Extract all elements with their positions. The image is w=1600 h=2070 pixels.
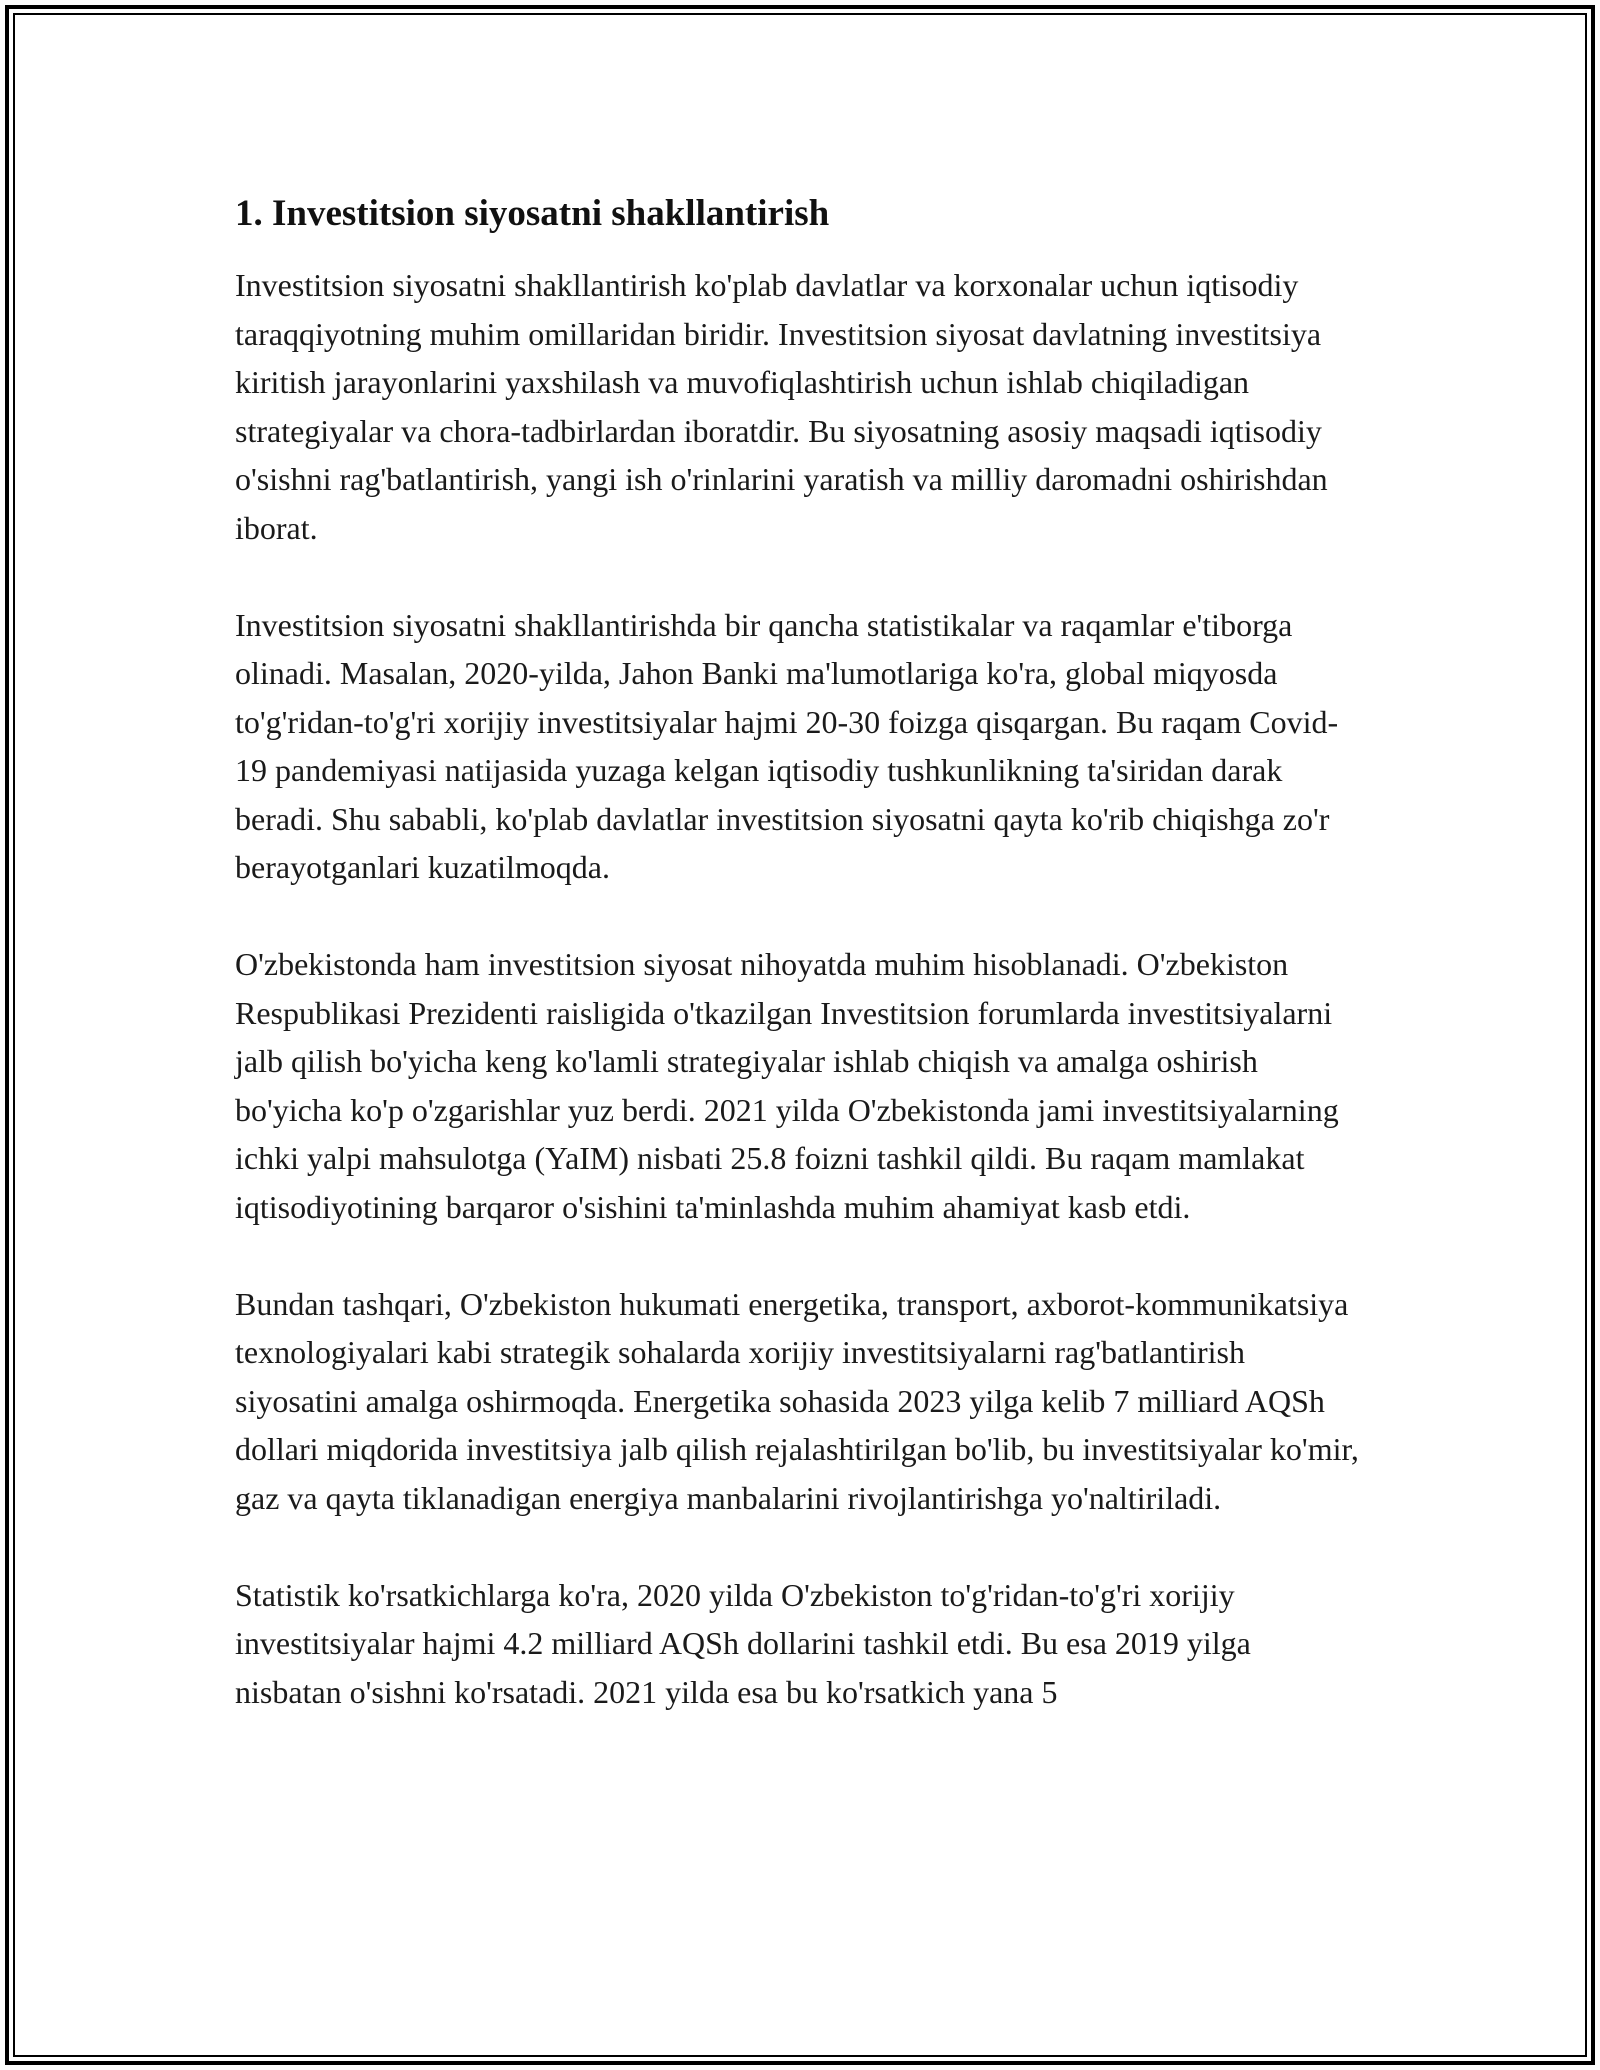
paragraph-4: Bundan tashqari, O'zbekiston hukumati energetika, transport, axborot-kommunikatsiya texnologiyalari kabi strategik sohalarda xorijiy investitsiyalarni rag'batlantirish siyosatini amalga oshirmoqda. Energetika sohasida 2023 yilga kelib 7 milliard AQSh dollari miqdorida investitsiya jalb qilish rejalashtirilgan bo'lib, bu investitsiyalar ko'mir, gaz va qayta tiklanadigan energiya manbalarini rivojlantirishga yo'naltiriladi. (235, 1285, 1359, 1516)
document-body (235, 188, 1360, 1716)
section-heading: 1. Investitsion siyosatni shakllantirish (235, 193, 830, 234)
paragraph-3: O'zbekistonda ham investitsion siyosat nihoyatda muhim hisoblanadi. O'zbekiston Respublikasi Prezidenti raisligida o'tkazilgan Investitsion forumlarda investitsiyalarni jalb qilish bo'yicha keng ko'lamli strategiyalar ishlab chiqish va amalga oshirish bo'yicha ko'p o'zgarishlar yuz berdi. 2021 yilda O'zbekistonda jami investitsiyalarning ichki yalpi mahsulotga (YaIM) nisbati 25.8 foizni tashkil qildi. Bu raqam mamlakat iqtisodiyotining barqaror o'sishini ta'minlashda muhim ahamiyat kasb etdi. (235, 946, 1339, 1225)
paragraph-5: Statistik ko'rsatkichlarga ko'ra, 2020 yilda O'zbekiston to'g'ridan-to'g'ri xorijiy investitsiyalar hajmi 4.2 milliard AQSh dollarini tashkil etdi. Bu esa 2019 yilga nisbatan o'sishni ko'rsatadi. 2021 yilda esa bu ko'rsatkich yana 5 (235, 1576, 1251, 1710)
paragraph-1: Investitsion siyosatni shakllantirish ko'plab davlatlar va korxonalar uchun iqtisodiy taraqqiyotning muhim omillaridan biridir. Investitsion siyosat davlatning investitsiya kiritish jarayonlarini yaxshilash va muvofiqlashtirish uchun ishlab chiqiladigan strategiyalar va chora-tadbirlardan iboratdir. Bu siyosatning asosiy maqsadi iqtisodiy o'sishni rag'batlantirish, yangi ish o'rinlarini yaratish va milliy daromadni oshirishdan iborat. (235, 267, 1328, 546)
paragraph-2: Investitsion siyosatni shakllantirishda bir qancha statistikalar va raqamlar e'tiborga olinadi. Masalan, 2020-yilda, Jahon Banki ma'lumotlariga ko'ra, global miqyosda to'g'ridan-to'g'ri xorijiy investitsiyalar hajmi 20-30 foizga qisqargan. Bu raqam Covid-19 pandemiyasi natijasida yuzaga kelgan iqtisodiy tushkunlikning ta'siridan darak beradi. Shu sababli, ko'plab davlatlar investitsion siyosatni qayta ko'rib chiqishga zo'r berayotganlari kuzatilmoqda. (235, 606, 1339, 885)
